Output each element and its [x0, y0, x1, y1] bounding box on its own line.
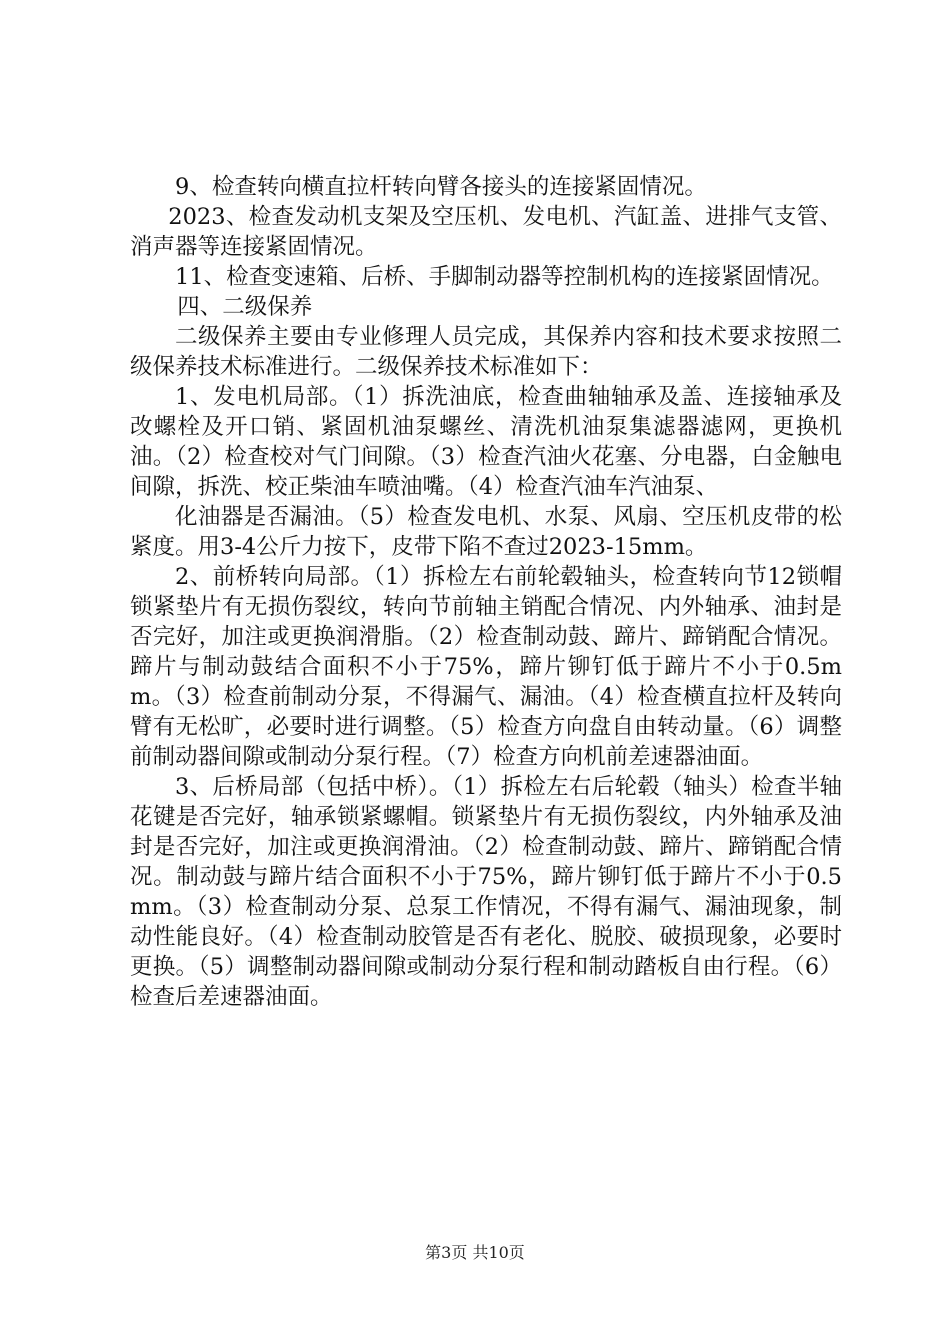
section-heading: 四、二级保养 [177, 294, 313, 320]
paragraph-generator-continued: 化油器是否漏油。（5）检查发电机、水泵、风扇、空压机皮带的松紧度。用3-4公斤力按下，皮带下陷不查过2023-15mm。 [130, 504, 842, 560]
paragraph-item-11: 11、检查变速箱、后桥、手脚制动器等控制机构的连接紧固情况。 [175, 264, 834, 290]
paragraph-generator: 1、发电机局部。（1）拆洗油底，检查曲轴轴承及盖、连接轴承及改螺栓及开口销、紧固机油泵螺丝、清洗机油泵集滤器滤网，更换机油。（2）检查校对气门间隙。（3）检查汽油火花塞、分电器，白金触电间隙，拆洗、校正柴油车喷油嘴。（4）检查汽油车汽油泵、 [130, 384, 842, 500]
paragraph-item-10: 2023、检查发动机支架及空压机、发电机、汽缸盖、进排气支管、消声器等连接紧固情况。 [130, 204, 842, 260]
paragraph-rear-axle: 3、后桥局部（包括中桥）。（1）拆检左右后轮毂（轴头）检查半轴花键是否完好，轴承锁紧螺帽。锁紧垫片有无损伤裂纹，内外轴承及油封是否完好，加注或更换润滑油。（2）检查制动鼓、蹄片、蹄销配合情况。制动鼓与蹄片结合面积不小于75%，蹄片铆钉低于蹄片不小于0.5mm。（3）检查制动分泵、总泵工作情况，不得有漏气、漏油现象，制动性能良好。（4）检查制动胶管是否有老化、脱胶、破损现象，必要时更换。（5）调整制动器间隙或制动分泵行程和制动踏板自由行程。（6）检查后差速器油面。 [130, 774, 842, 1010]
paragraph-front-axle: 2、前桥转向局部。（1）拆检左右前轮毂轴头，检查转向节12锁帽锁紧垫片有无损伤裂纹，转向节前轴主销配合情况、内外轴承、油封是否完好，加注或更换润滑脂。（2）检查制动鼓、蹄片、蹄销配合情况。蹄片与制动鼓结合面积不小于75%，蹄片铆钉低于蹄片不小于0.5mm。（3）检查前制动分泵，不得漏气、漏油。（4）检查横直拉杆及转向臂有无松旷，必要时进行调整。（5）检查方向盘自由转动量。（6）调整前制动器间隙或制动分泵行程。（7）检查方向机前差速器油面。 [130, 564, 842, 770]
paragraph-item-9: 9、检查转向横直拉杆转向臂各接头的连接紧固情况。 [175, 174, 707, 200]
paragraph-intro: 二级保养主要由专业修理人员完成，其保养内容和技术要求按照二级保养技术标准进行。二级保养技术标准如下： [130, 324, 842, 380]
page-number: 第3页 共10页 [425, 1243, 525, 1262]
document-body [130, 172, 842, 1012]
